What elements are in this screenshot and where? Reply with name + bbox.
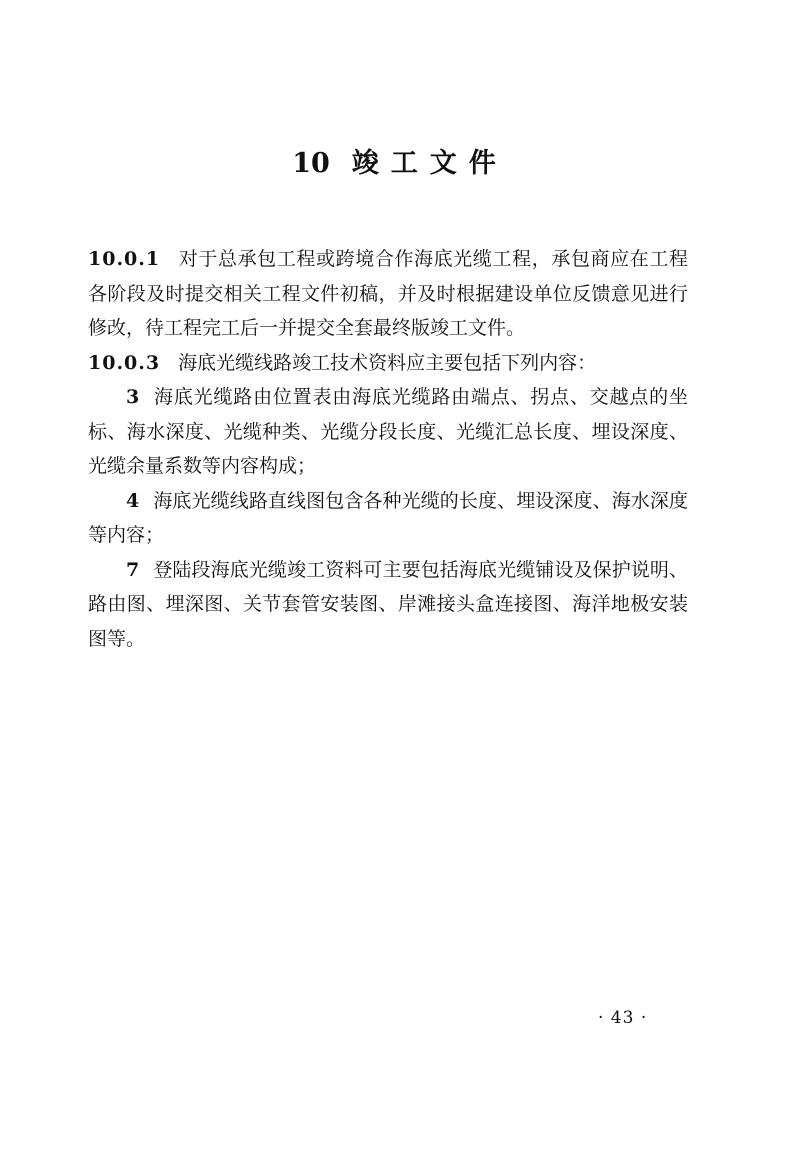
item-number: 4 (126, 489, 140, 512)
item-text: 海底光缆线路直线图包含各种光缆的长度、埋设深度、海水深度等内容； (88, 489, 688, 546)
list-item-7 (88, 553, 688, 657)
body-text (88, 242, 688, 656)
clause-10-0-1 (88, 242, 688, 346)
chapter-number: 10 (292, 148, 330, 179)
chapter-title (0, 146, 800, 182)
clause-text: 海底光缆线路竣工技术资料应主要包括下列内容： (178, 351, 597, 374)
list-item-3 (88, 380, 688, 484)
chapter-name: 竣工文件 (351, 148, 508, 179)
item-number: 7 (126, 558, 140, 581)
clause-number: 10.0.3 (88, 351, 161, 374)
page-number: · 43 · (598, 1008, 648, 1028)
clause-text: 对于总承包工程或跨境合作海底光缆工程，承包商应在工程各阶段及时提交相关工程文件初稿，并及时根据建设单位反馈意见进行修改，待工程完工后一并提交全套最终版竣工文件。 (88, 248, 688, 339)
item-text: 海底光缆路由位置表由海底光缆路由端点、拐点、交越点的坐标、海水深度、光缆种类、光缆分段长度、光缆汇总长度、埋设深度、光缆余量系数等内容构成； (88, 386, 688, 477)
list-item-4 (88, 484, 688, 553)
clause-10-0-3 (88, 346, 688, 381)
clause-number: 10.0.1 (88, 248, 161, 270)
item-number: 3 (126, 386, 140, 408)
item-text: 登陆段海底光缆竣工资料可主要包括海底光缆铺设及保护说明、路由图、埋深图、关节套管安装图、岸滩接头盒连接图、海洋地极安装图等。 (88, 558, 688, 650)
